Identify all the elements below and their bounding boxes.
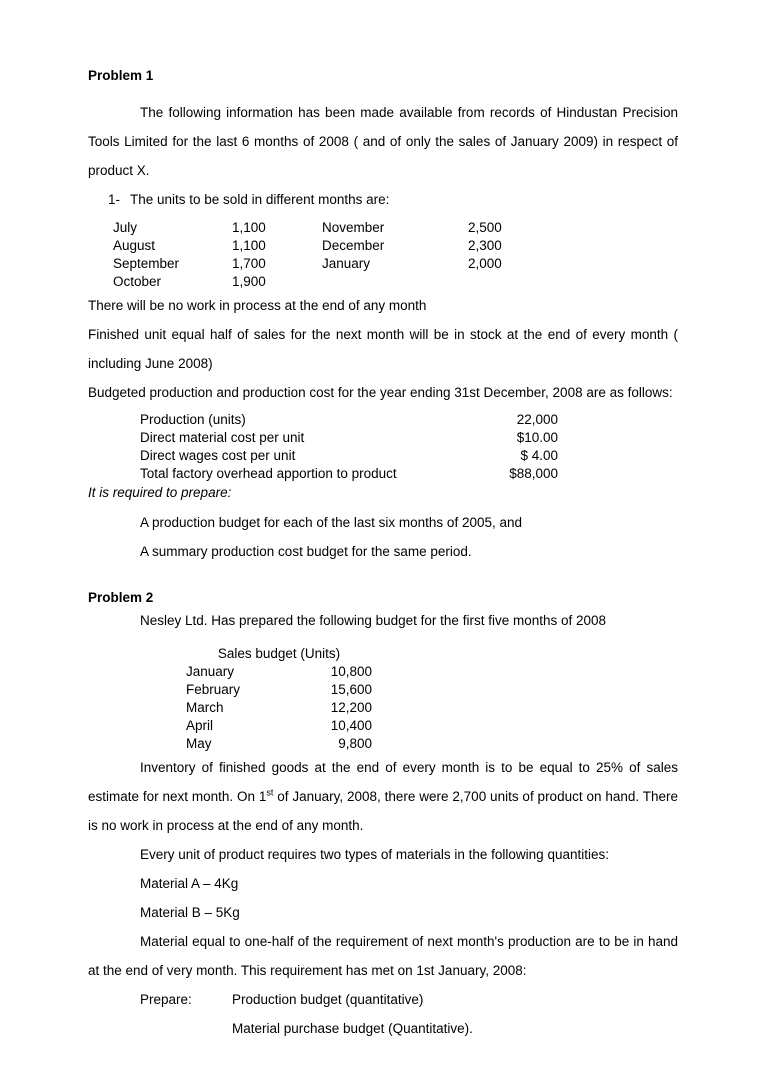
spacer: [88, 84, 678, 98]
units-cell: 12,200: [330, 700, 372, 715]
material-b-line: Material B – 5Kg: [140, 905, 240, 920]
month-cell: January: [186, 664, 235, 679]
ordinal-suffix: st: [266, 787, 274, 798]
month-cell: September: [113, 256, 180, 271]
budgeted-production-note: Budgeted production and production cost for the year ending 31st December, 2008 are as follows:: [88, 385, 673, 400]
units-cell: 1,100: [232, 220, 266, 235]
table-row: [113, 255, 528, 273]
production-cost-table: [140, 411, 558, 483]
inventory-text-part-2: of January, 2008, there were 2,700 units of product on hand. There is no work in process at the end of any month.: [88, 789, 678, 833]
table-row: [186, 681, 372, 699]
units-cell: 9,800: [338, 736, 372, 751]
cost-label-cell: Production (units): [140, 412, 246, 427]
month-cell: March: [186, 700, 224, 715]
table-row: [140, 411, 558, 429]
prepare-label: Prepare:: [140, 992, 192, 1007]
month-cell: May: [186, 736, 212, 751]
units-cell: 2,500: [468, 220, 502, 235]
cost-label-cell: Total factory overhead apportion to product: [140, 466, 397, 481]
month-cell: July: [113, 220, 138, 235]
table-row: [113, 273, 528, 291]
month-cell: December: [322, 238, 385, 253]
inventory-paragraph: [88, 753, 678, 840]
units-cell: 1,900: [232, 274, 266, 289]
table-row: [140, 429, 558, 447]
units-cell: 1,700: [232, 256, 266, 271]
table-row: [113, 219, 528, 237]
table-header-row: [186, 645, 372, 663]
prepare-item-1: Production budget (quantitative): [232, 992, 424, 1007]
cost-label-cell: Direct material cost per unit: [140, 430, 305, 445]
month-cell: November: [322, 220, 385, 235]
material-a-line: Material A – 4Kg: [140, 876, 239, 891]
spacer: [88, 211, 678, 219]
cost-value-cell: 22,000: [516, 412, 558, 427]
prepare-item-2: Material purchase budget (Quantitative).: [232, 1021, 473, 1036]
spacer: [88, 566, 678, 590]
required-to-prepare-heading: It is required to prepare:: [88, 485, 232, 500]
units-cell: 10,800: [330, 664, 372, 679]
month-cell: October: [113, 274, 162, 289]
material-holding-note: Material equal to one-half of the requirement of next month's production are to be in hand at the end of very month. This requirement has met on 1st January, 2008:: [88, 934, 678, 978]
units-cell: 2,300: [468, 238, 502, 253]
month-cell: April: [186, 718, 214, 733]
prepare-row: [140, 985, 678, 1014]
item-text: The units to be sold in different months are:: [130, 192, 390, 207]
sales-budget-table: [186, 645, 372, 753]
cost-value-cell: $ 4.00: [520, 448, 558, 463]
problem-1-intro-paragraph: The following information has been made available from records of Hindustan Precision Tools Limited for the last 6 months of 2008 ( and of only the sales of January 2009) in respect of product X.: [88, 105, 678, 178]
cost-value-cell: $88,000: [509, 466, 558, 481]
month-cell: [322, 273, 468, 291]
month-cell: January: [322, 256, 371, 271]
table-row: [186, 735, 372, 753]
sales-budget-table-header: Sales budget (Units): [217, 646, 341, 661]
table-row: [140, 465, 558, 483]
month-cell: August: [113, 238, 156, 253]
units-cell: 1,100: [232, 238, 266, 253]
units-sold-table: [113, 219, 528, 291]
cost-label-cell: Direct wages cost per unit: [140, 448, 296, 463]
table-row: [186, 717, 372, 735]
table-row: [186, 699, 372, 717]
spacer: [88, 635, 678, 645]
inventory-text-part-1: Inventory of finished goods at the end of every month is to be equal to 25% of sales estimate for next month. On 1: [88, 760, 678, 804]
units-cell: 10,400: [330, 718, 372, 733]
finished-stock-note: Finished unit equal half of sales for the next month will be in stock at the end of every month ( including June 2008): [88, 327, 678, 371]
materials-intro-paragraph: Every unit of product requires two types of materials in the following quantities:: [140, 847, 609, 862]
problem-1-item-1: [108, 189, 678, 211]
problem-1-heading: Problem 1: [88, 68, 154, 83]
required-item-1: A production budget for each of the last six months of 2005, and: [140, 515, 523, 530]
item-number: 1-: [108, 192, 121, 207]
units-cell: 15,600: [330, 682, 372, 697]
table-row: [113, 237, 528, 255]
units-cell: 2,000: [468, 256, 502, 271]
table-row: [140, 447, 558, 465]
units-cell: [468, 273, 528, 291]
cost-value-cell: $10.00: [516, 430, 558, 445]
table-row: [186, 663, 372, 681]
problem-2-heading: Problem 2: [88, 590, 154, 605]
document-content: [88, 68, 678, 1043]
no-wip-note: There will be no work in process at the end of any month: [88, 298, 427, 313]
month-cell: February: [186, 682, 241, 697]
problem-2-intro-paragraph: Nesley Ltd. Has prepared the following budget for the first five months of 2008: [140, 613, 607, 628]
required-item-2: A summary production cost budget for the same period.: [140, 544, 472, 559]
